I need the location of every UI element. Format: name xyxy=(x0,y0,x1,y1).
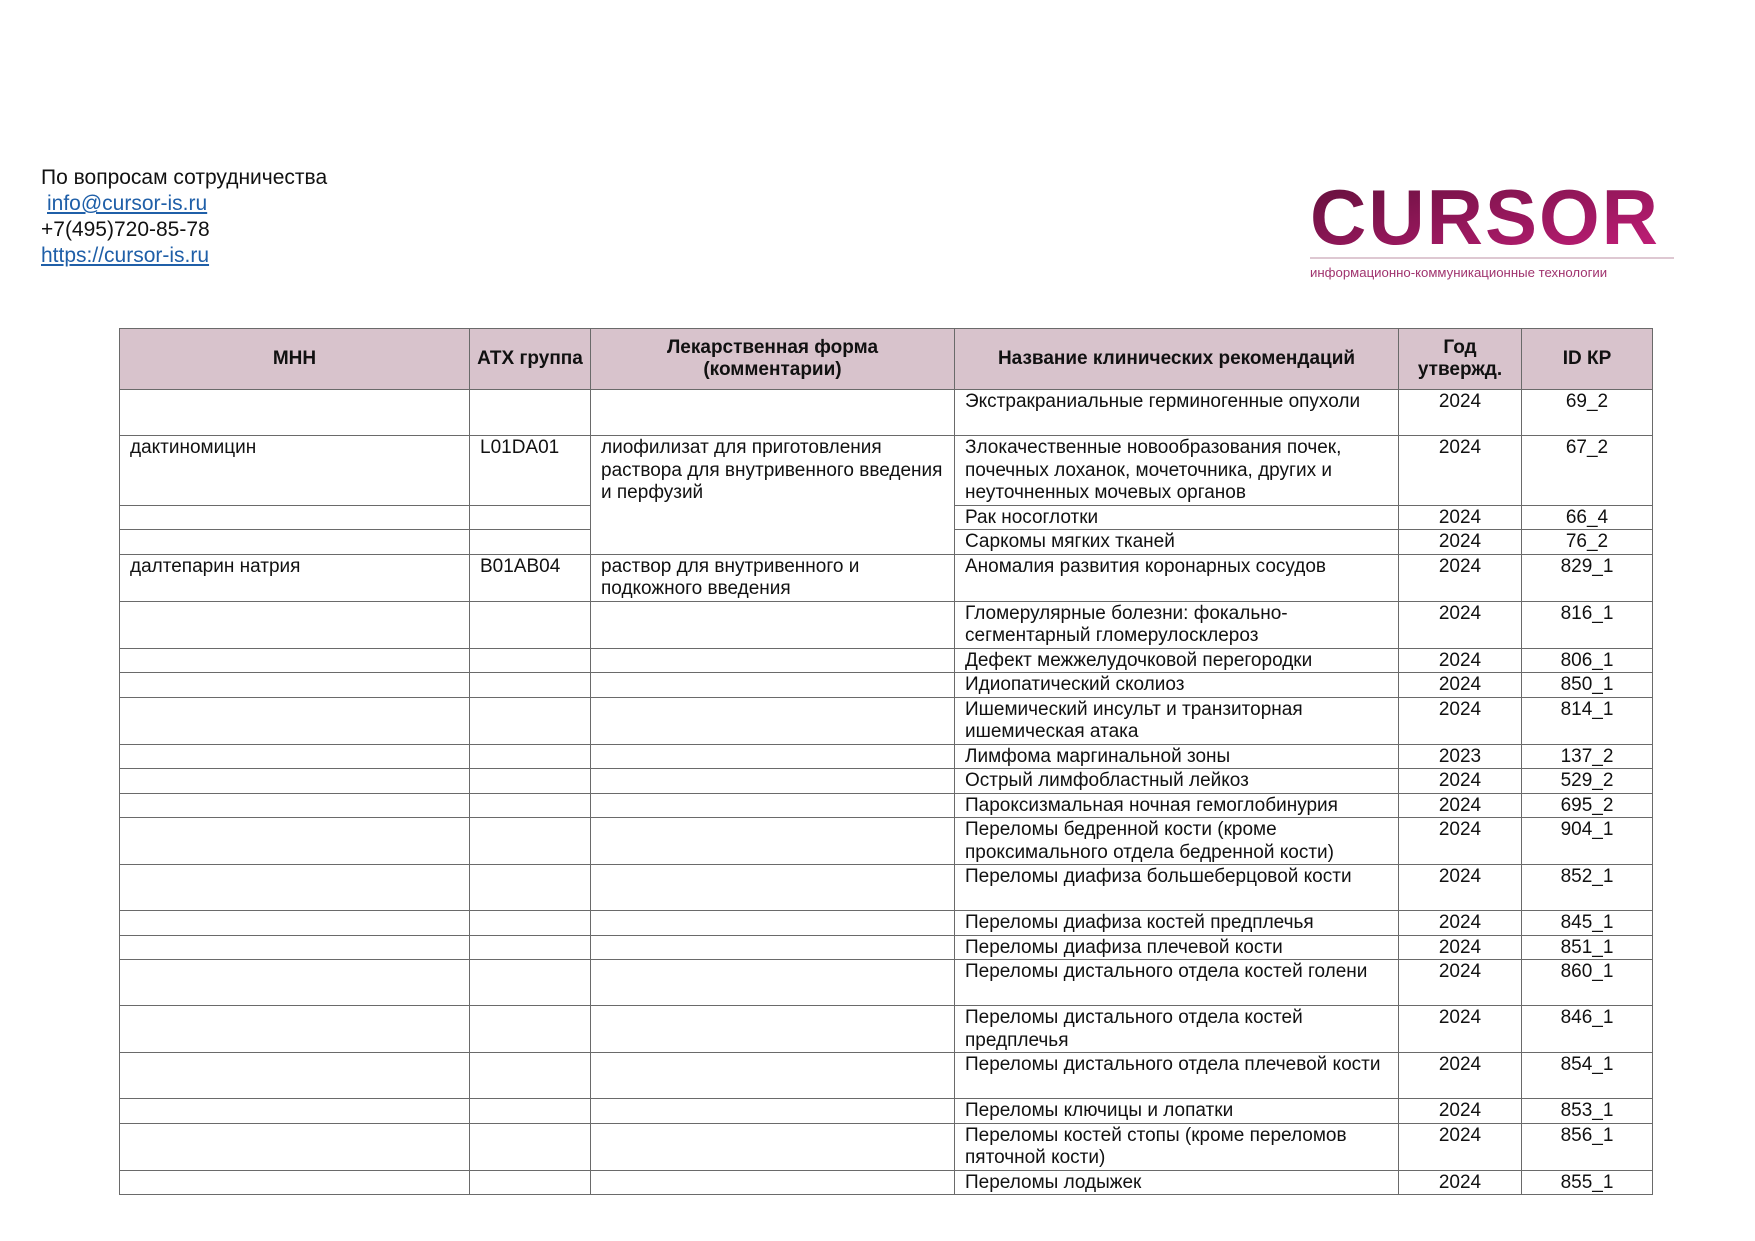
cell-id: 814_1 xyxy=(1522,697,1653,744)
cell-id: 854_1 xyxy=(1522,1053,1653,1099)
cell-mnn xyxy=(120,505,470,530)
cell-mnn xyxy=(120,697,470,744)
cell-id: 137_2 xyxy=(1522,744,1653,769)
cell-atc xyxy=(470,865,591,911)
table-row xyxy=(120,1053,1653,1099)
cell-atc: L01DA01 xyxy=(470,436,591,506)
cell-atc xyxy=(470,911,591,936)
cell-form xyxy=(591,1053,955,1099)
cell-form xyxy=(591,911,955,936)
cell-name: Переломы лодыжек xyxy=(955,1170,1399,1195)
cell-form xyxy=(591,673,955,698)
cell-name: Переломы диафиза плечевой кости xyxy=(955,935,1399,960)
cell-mnn xyxy=(120,960,470,1006)
recommendations-table-wrapper xyxy=(119,328,1653,1195)
cell-atc xyxy=(470,697,591,744)
cell-id: 69_2 xyxy=(1522,390,1653,436)
cell-year: 2024 xyxy=(1399,505,1522,530)
logo-tagline: информационно-коммуникационные технологии xyxy=(1310,265,1608,280)
cell-atc xyxy=(470,1099,591,1124)
cell-form xyxy=(591,744,955,769)
cell-name: Пароксизмальная ночная гемоглобинурия xyxy=(955,793,1399,818)
cell-atc xyxy=(470,793,591,818)
cell-id: 856_1 xyxy=(1522,1123,1653,1170)
cell-year: 2024 xyxy=(1399,530,1522,555)
cell-name: Переломы диафиза большеберцовой кости xyxy=(955,865,1399,911)
cell-year: 2024 xyxy=(1399,793,1522,818)
table-row xyxy=(120,1006,1653,1053)
table-header-row xyxy=(120,329,1653,390)
cell-name: Переломы дистального отдела костей голени xyxy=(955,960,1399,1006)
cell-year: 2024 xyxy=(1399,1099,1522,1124)
cell-mnn xyxy=(120,1123,470,1170)
cell-name: Переломы бедренной кости (кроме проксимального отдела бедренной кости) xyxy=(955,818,1399,865)
cell-year: 2024 xyxy=(1399,818,1522,865)
cell-id: 816_1 xyxy=(1522,601,1653,648)
cell-year: 2024 xyxy=(1399,1170,1522,1195)
cell-mnn xyxy=(120,1099,470,1124)
cell-year: 2024 xyxy=(1399,769,1522,794)
cell-atc xyxy=(470,601,591,648)
logo-wordmark: CURSOR xyxy=(1310,180,1661,261)
table-row xyxy=(120,935,1653,960)
cell-id: 806_1 xyxy=(1522,648,1653,673)
cell-form xyxy=(591,697,955,744)
cell-year: 2024 xyxy=(1399,865,1522,911)
header-name: Название клинических рекомендаций xyxy=(955,329,1399,390)
cell-name: Переломы дистального отдела костей предплечья xyxy=(955,1006,1399,1053)
cell-atc xyxy=(470,1123,591,1170)
cell-name: Переломы дистального отдела плечевой кости xyxy=(955,1053,1399,1099)
cell-form xyxy=(591,505,955,530)
cell-name: Острый лимфобластный лейкоз xyxy=(955,769,1399,794)
cell-mnn: далтепарин натрия xyxy=(120,554,470,601)
cell-name: Дефект межжелудочковой перегородки xyxy=(955,648,1399,673)
cell-name: Лимфома маргинальной зоны xyxy=(955,744,1399,769)
cell-form xyxy=(591,1170,955,1195)
cell-mnn xyxy=(120,793,470,818)
table-row xyxy=(120,1170,1653,1195)
cell-form xyxy=(591,793,955,818)
cell-atc xyxy=(470,390,591,436)
table-row xyxy=(120,818,1653,865)
table-row xyxy=(120,673,1653,698)
cell-form xyxy=(591,769,955,794)
cell-name: Экстракраниальные герминогенные опухоли xyxy=(955,390,1399,436)
cell-form xyxy=(591,648,955,673)
cell-form xyxy=(591,865,955,911)
cell-id: 845_1 xyxy=(1522,911,1653,936)
cell-id: 829_1 xyxy=(1522,554,1653,601)
cell-year: 2023 xyxy=(1399,744,1522,769)
cell-atc xyxy=(470,769,591,794)
cell-id: 846_1 xyxy=(1522,1006,1653,1053)
cell-year: 2024 xyxy=(1399,601,1522,648)
cell-atc xyxy=(470,530,591,555)
cell-name: Злокачественные новообразования почек, почечных лоханок, мочеточника, других и неуточненных мочевых органов xyxy=(955,436,1399,506)
cell-atc xyxy=(470,648,591,673)
cell-atc xyxy=(470,1170,591,1195)
cell-year: 2024 xyxy=(1399,697,1522,744)
table-row xyxy=(120,744,1653,769)
cell-id: 66_4 xyxy=(1522,505,1653,530)
table-row xyxy=(120,505,1653,530)
cell-atc xyxy=(470,744,591,769)
cell-form xyxy=(591,1099,955,1124)
table-row xyxy=(120,865,1653,911)
cell-id: 904_1 xyxy=(1522,818,1653,865)
cell-mnn xyxy=(120,744,470,769)
cell-form xyxy=(591,530,955,555)
cell-name: Ишемический инсульт и транзиторная ишемическая атака xyxy=(955,697,1399,744)
cell-year: 2024 xyxy=(1399,390,1522,436)
website-link[interactable]: https://cursor-is.ru xyxy=(41,244,210,267)
cell-form: раствор для внутривенного и подкожного введения xyxy=(591,554,955,601)
cell-year: 2024 xyxy=(1399,673,1522,698)
recommendations-table xyxy=(119,328,1653,1195)
cell-id: 855_1 xyxy=(1522,1170,1653,1195)
cell-mnn xyxy=(120,769,470,794)
table-row xyxy=(120,554,1653,601)
header-id: ID КР xyxy=(1522,329,1653,390)
cell-mnn xyxy=(120,1170,470,1195)
table-row xyxy=(120,390,1653,436)
cell-atc xyxy=(470,1053,591,1099)
cell-id: 529_2 xyxy=(1522,769,1653,794)
cell-mnn xyxy=(120,601,470,648)
cell-form xyxy=(591,601,955,648)
cell-mnn xyxy=(120,1006,470,1053)
cell-atc xyxy=(470,818,591,865)
cell-form xyxy=(591,390,955,436)
cell-mnn xyxy=(120,818,470,865)
cell-mnn xyxy=(120,390,470,436)
cell-year: 2024 xyxy=(1399,960,1522,1006)
cell-form xyxy=(591,960,955,1006)
contacts-heading: По вопросам сотрудничества xyxy=(41,166,328,189)
cell-name: Аномалия развития коронарных сосудов xyxy=(955,554,1399,601)
cell-year: 2024 xyxy=(1399,1053,1522,1099)
cursor-logo xyxy=(1308,180,1678,285)
cell-year: 2024 xyxy=(1399,436,1522,506)
cell-form xyxy=(591,935,955,960)
cell-name: Идиопатический сколиоз xyxy=(955,673,1399,698)
cell-mnn xyxy=(120,911,470,936)
table-row xyxy=(120,1099,1653,1124)
cell-year: 2024 xyxy=(1399,648,1522,673)
cell-name: Переломы диафиза костей предплечья xyxy=(955,911,1399,936)
cell-name: Переломы ключицы и лопатки xyxy=(955,1099,1399,1124)
cell-id: 76_2 xyxy=(1522,530,1653,555)
phone-number: +7(495)720-85-78 xyxy=(41,218,210,241)
cell-name: Переломы костей стопы (кроме переломов пяточной кости) xyxy=(955,1123,1399,1170)
cell-form xyxy=(591,1123,955,1170)
cell-mnn xyxy=(120,648,470,673)
cell-form xyxy=(591,818,955,865)
cell-mnn xyxy=(120,1053,470,1099)
header-year: Год утвержд. xyxy=(1399,329,1522,390)
table-row xyxy=(120,769,1653,794)
cell-year: 2024 xyxy=(1399,554,1522,601)
table-row xyxy=(120,530,1653,555)
cell-id: 850_1 xyxy=(1522,673,1653,698)
table-row xyxy=(120,793,1653,818)
cell-atc xyxy=(470,673,591,698)
cell-id: 67_2 xyxy=(1522,436,1653,506)
header-mnn: МНН xyxy=(120,329,470,390)
cell-form xyxy=(591,1006,955,1053)
cell-mnn xyxy=(120,935,470,960)
cell-name: Рак носоглотки xyxy=(955,505,1399,530)
table-row xyxy=(120,911,1653,936)
cell-year: 2024 xyxy=(1399,1123,1522,1170)
cell-id: 852_1 xyxy=(1522,865,1653,911)
cell-name: Гломерулярные болезни: фокально-сегментарный гломерулосклероз xyxy=(955,601,1399,648)
table-row xyxy=(120,648,1653,673)
table-row xyxy=(120,601,1653,648)
cell-mnn xyxy=(120,673,470,698)
header-atc: АТХ группа xyxy=(470,329,591,390)
cell-atc: B01AB04 xyxy=(470,554,591,601)
cell-id: 695_2 xyxy=(1522,793,1653,818)
table-row xyxy=(120,436,1653,506)
cell-year: 2024 xyxy=(1399,1006,1522,1053)
contacts-block xyxy=(41,165,327,269)
table-row xyxy=(120,1123,1653,1170)
cell-mnn xyxy=(120,865,470,911)
cell-id: 851_1 xyxy=(1522,935,1653,960)
cell-form: лиофилизат для приготовления раствора для внутривенного введения и перфузий xyxy=(591,436,955,506)
cell-atc xyxy=(470,1006,591,1053)
cell-id: 853_1 xyxy=(1522,1099,1653,1124)
cell-atc xyxy=(470,505,591,530)
email-link[interactable]: info@cursor-is.ru xyxy=(47,192,208,215)
cell-mnn xyxy=(120,530,470,555)
table-row xyxy=(120,960,1653,1006)
cell-mnn: дактиномицин xyxy=(120,436,470,506)
cell-year: 2024 xyxy=(1399,911,1522,936)
cell-id: 860_1 xyxy=(1522,960,1653,1006)
cell-atc xyxy=(470,935,591,960)
header-form: Лекарственная форма (комментарии) xyxy=(591,329,955,390)
cell-year: 2024 xyxy=(1399,935,1522,960)
cell-atc xyxy=(470,960,591,1006)
cell-name: Саркомы мягких тканей xyxy=(955,530,1399,555)
table-row xyxy=(120,697,1653,744)
